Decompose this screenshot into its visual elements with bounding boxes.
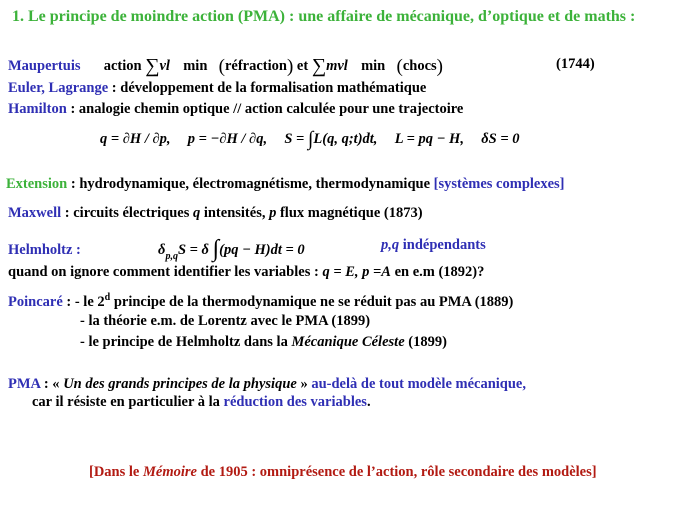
pma-line-1 bbox=[8, 376, 526, 393]
helm-line2-b: q = E, p =A bbox=[322, 264, 391, 280]
helmholtz-name: Helmholtz : bbox=[8, 242, 81, 258]
pma-l2-blue: réduction des variables bbox=[223, 394, 367, 410]
poincare-l3-italic: Mécanique Céleste bbox=[291, 334, 405, 350]
memoire-line bbox=[89, 464, 597, 481]
hamilton-name: Hamilton bbox=[8, 101, 67, 117]
maxwell-text-3: flux magnétique (1873) bbox=[276, 205, 423, 221]
pma-line-2 bbox=[32, 394, 371, 411]
poincare-line-3 bbox=[80, 334, 447, 351]
maxwell-p: p bbox=[269, 205, 277, 221]
eq-S: S = bbox=[284, 131, 305, 147]
euler-name: Euler, Lagrange bbox=[8, 80, 109, 96]
eq-L: L = pq − H, bbox=[394, 131, 464, 147]
extension-text: : hydrodynamique, électromagnétisme, thermodynamique bbox=[67, 176, 434, 192]
helm-line2-a: quand on ignore comment identifier les variables : bbox=[8, 264, 323, 280]
helm-eq-2: S = δ bbox=[177, 242, 209, 258]
pma-name: PMA bbox=[8, 376, 41, 392]
sum-symbol-2: ∑ bbox=[311, 55, 327, 77]
eq-deltaS: δS = 0 bbox=[481, 131, 520, 147]
maxwell-text-1: : circuits électriques bbox=[61, 205, 193, 221]
vl-term: vl bbox=[159, 58, 170, 74]
maupertuis-year: (1744) bbox=[556, 56, 595, 72]
helm-integral: ∫ bbox=[212, 236, 220, 262]
helmholtz-line-2 bbox=[8, 264, 484, 281]
poincare-l1-sup: d bbox=[104, 292, 111, 303]
action-label: action bbox=[103, 58, 142, 74]
memoire-b: de 1905 : omniprésence de l’action, rôle secondaire des modèles] bbox=[196, 464, 597, 480]
helm-sub: p,q bbox=[165, 251, 178, 262]
eq-qdot: q = ∂H / ∂p, bbox=[100, 131, 171, 147]
helmholtz-independent bbox=[381, 237, 486, 254]
extension-name: Extension bbox=[6, 176, 68, 192]
min-label-2: min bbox=[361, 58, 386, 74]
maxwell-name: Maxwell bbox=[8, 205, 62, 221]
chocs-label: chocs bbox=[402, 58, 437, 74]
extension-line bbox=[6, 176, 565, 193]
maxwell-text-2: intensités, bbox=[200, 205, 270, 221]
poincare-line-1 bbox=[8, 292, 513, 311]
pma-blue-1: au-delà de tout modèle mécanique, bbox=[311, 376, 526, 392]
eq-pdot: p = −∂H / ∂q, bbox=[187, 131, 268, 147]
complex-systems-bracket: [systèmes complexes] bbox=[433, 176, 565, 192]
sum-symbol-1: ∑ bbox=[145, 55, 160, 77]
pma-l2-b: . bbox=[366, 394, 371, 410]
poincare-l1-b: principe de la thermodynamique ne se réduit pas au PMA (1889) bbox=[110, 293, 514, 310]
helm-delta: δ bbox=[158, 242, 166, 258]
maxwell-line bbox=[8, 205, 423, 222]
poincare-line-2: - la théorie e.m. de Lorentz avec le PMA (1899) bbox=[80, 313, 371, 329]
hamilton-text: : analogie chemin optique // action calculée pour une trajectoire bbox=[66, 101, 464, 117]
et-label: et bbox=[296, 58, 309, 74]
maupertuis-name: Maupertuis bbox=[8, 58, 81, 74]
poincare-l3-b: (1899) bbox=[404, 334, 447, 350]
poincare-l1-a: : - le 2 bbox=[62, 293, 105, 310]
slide-title: 1. Le principe de moindre action (PMA) : une affaire de mécanique, d’optique et de maths : bbox=[12, 8, 636, 25]
refraction-label: réfraction bbox=[224, 58, 287, 74]
maupertuis-line: Maupertuis action ∑vl min (réfraction) et ∑mvl min (chocs) bbox=[8, 55, 443, 77]
pma-l2-a: car il résiste en particulier à la bbox=[32, 394, 224, 410]
independent-text: indépendants bbox=[399, 237, 486, 253]
helmholtz-equation bbox=[158, 236, 305, 263]
pma-colon: : « bbox=[40, 376, 64, 392]
euler-line bbox=[8, 80, 426, 97]
independent-vars: p,q bbox=[381, 237, 400, 253]
helm-eq-3: (pq − H)dt = 0 bbox=[219, 242, 305, 258]
helm-line2-c: en e.m (1892)? bbox=[390, 264, 485, 280]
min-label-1: min bbox=[183, 58, 208, 74]
poincare-l3-a: - le principe de Helmholtz dans la bbox=[80, 334, 292, 350]
euler-text: : développement de la formalisation mathématique bbox=[108, 80, 427, 96]
hamilton-line bbox=[8, 101, 463, 118]
memoire-a: [Dans le bbox=[89, 464, 143, 480]
pma-close: » bbox=[296, 376, 312, 392]
mvl-term: mvl bbox=[326, 58, 348, 74]
integral-symbol: ∫ bbox=[307, 128, 314, 150]
memoire-italic: Mémoire bbox=[142, 464, 197, 480]
hamilton-equations bbox=[100, 128, 519, 151]
maxwell-q: q bbox=[192, 205, 201, 221]
poincare-name: Poincaré bbox=[8, 293, 63, 310]
pma-quote: Un des grands principes de la physique bbox=[63, 376, 297, 392]
eq-S-integrand: L(q, q;t)dt, bbox=[313, 131, 378, 147]
